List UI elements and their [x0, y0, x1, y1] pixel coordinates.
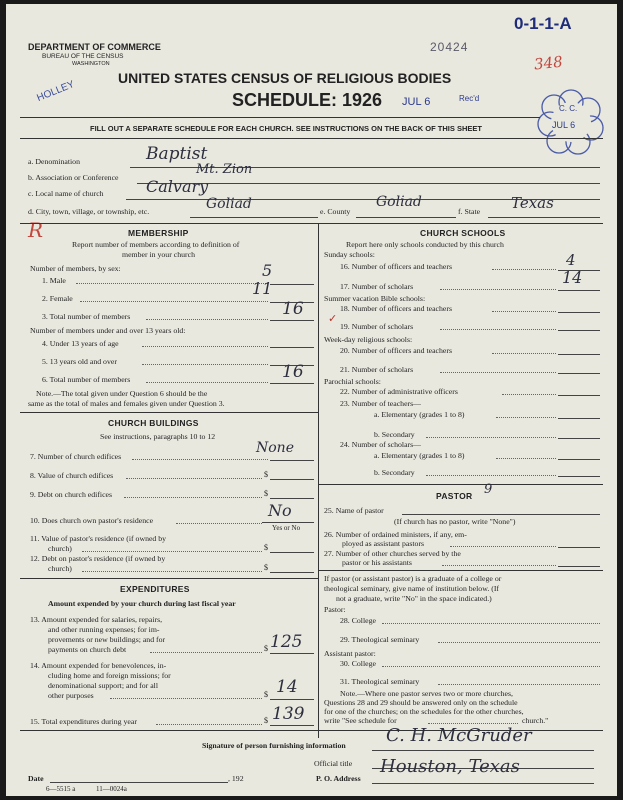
q6-value: 16	[282, 362, 304, 382]
q19-label: 19. Number of scholars	[340, 322, 414, 331]
q23a-leader	[496, 417, 556, 418]
q26-line	[558, 547, 600, 548]
q3-label: 3. Total number of members	[42, 312, 131, 321]
q16-value: 4	[566, 251, 576, 269]
yes-no-caption: Yes or No	[272, 524, 301, 532]
pastor-note-1: Note.—Where one pastor serves two or more churches,	[340, 689, 513, 698]
q14-label-2: cluding home and foreign missions; for	[48, 671, 171, 680]
q23a-label: a. Elementary (grades 1 to 8)	[374, 410, 465, 419]
official-title-label: Official title	[314, 759, 353, 768]
q15-value: 139	[272, 704, 305, 724]
section-top-rule	[20, 223, 603, 224]
red-number: 348	[533, 52, 564, 74]
q29-label: 29. Theological seminary	[340, 635, 420, 644]
q13-line	[270, 653, 314, 654]
schools-intro: Report here only schools conducted by this church	[346, 240, 504, 249]
q30-label: 30. College	[340, 659, 376, 668]
q10-value: No	[268, 501, 292, 520]
q31-leader	[438, 684, 600, 685]
q8-dollar: $	[264, 470, 268, 479]
pastor-title-mark: 9	[484, 482, 493, 497]
q13-label-1: 13. Amount expended for salaries, repairs,	[30, 615, 163, 624]
q23b-leader	[426, 437, 556, 438]
q7-leader	[132, 459, 268, 460]
pastor-note-leader	[428, 723, 518, 724]
membership-title: MEMBERSHIP	[128, 228, 189, 238]
q17-value: 14	[562, 268, 583, 287]
q25-line	[402, 514, 600, 515]
pastor-note-5: church."	[522, 716, 549, 725]
q26-leader	[450, 546, 556, 547]
q13-label-2: and other running expenses; for im-	[48, 625, 160, 634]
schools-title: CHURCH SCHOOLS	[420, 228, 506, 238]
form-title: UNITED STATES CENSUS OF RELIGIOUS BODIES	[118, 70, 452, 86]
q9-line	[270, 498, 314, 499]
q3-value: 16	[282, 299, 304, 319]
q26-label-1: 26. Number of ordained ministers, if any, em-	[324, 530, 467, 539]
pastor-note-4: write "See schedule for	[324, 716, 397, 725]
q27-label-1: 27. Number of other churches served by the	[324, 549, 461, 558]
membership-note-1: Note.—The total given under Question 6 should be the	[36, 389, 208, 398]
buildings-intro: See instructions, paragraphs 10 to 12	[100, 432, 216, 441]
q3-line	[270, 320, 314, 321]
round-stamp-date: JUL 6	[552, 120, 576, 130]
received-abbr: Rec'd	[459, 94, 480, 103]
pastor-subheader: Pastor:	[324, 605, 346, 614]
date-label: Date	[28, 774, 44, 783]
dept-name: DEPARTMENT OF COMMERCE	[28, 42, 161, 52]
q30-leader	[382, 666, 600, 667]
q2-leader	[80, 301, 268, 302]
q23b-label: b. Secondary	[374, 430, 415, 439]
q12-line	[270, 572, 314, 573]
county-value: Goliad	[376, 194, 422, 210]
expenditures-title: EXPENDITURES	[120, 584, 190, 594]
q18-leader	[492, 311, 556, 312]
q16-leader	[492, 269, 556, 270]
number-stamp: 20424	[430, 40, 469, 54]
q14-label-3: denominational support; and for all	[48, 681, 158, 690]
q20-label: 20. Number of officers and teachers	[340, 346, 453, 355]
q6-label: 6. Total number of members	[42, 375, 131, 384]
header-rule-bottom	[20, 138, 603, 139]
q17-line	[558, 290, 600, 291]
q27-label-2: pastor or his assistants	[342, 558, 412, 567]
q7-value: None	[256, 440, 294, 456]
q17-label: 17. Number of scholars	[340, 282, 414, 291]
graduate-note-1: If pastor (or assistant pastor) is a graduate of a college or	[324, 574, 502, 583]
q17-leader	[440, 289, 556, 290]
bureau-city: WASHINGTON	[72, 61, 110, 67]
q5-label: 5. 13 years old and over	[42, 357, 117, 366]
state-label: f. State	[458, 207, 481, 216]
q13-leader	[150, 652, 262, 653]
graduate-note-2: theological seminary, give name of institution below. (If	[324, 584, 500, 593]
q1-line	[270, 284, 314, 285]
signature-line	[372, 750, 594, 751]
q31-label: 31. Theological seminary	[340, 677, 420, 686]
q7-line	[270, 460, 314, 461]
po-address-line	[372, 783, 594, 784]
summer-header: Summer vacation Bible schools:	[324, 294, 426, 303]
q6-line	[270, 383, 314, 384]
q7-label: 7. Number of church edifices	[30, 452, 122, 461]
q18-line	[558, 312, 600, 313]
q10-leader	[176, 523, 262, 524]
holley-stamp: HOLLEY	[35, 79, 77, 104]
q13-dollar: $	[264, 644, 268, 653]
code-stamp: 0-1-1-A	[514, 14, 572, 33]
column-divider	[318, 223, 319, 738]
q22-line	[558, 395, 600, 396]
buildings-bottom-rule	[20, 578, 318, 579]
denomination-value: Baptist	[146, 144, 208, 164]
q26-label-2: ployed as assistant pastors	[342, 539, 425, 548]
q15-line	[270, 725, 314, 726]
membership-bottom-rule	[20, 412, 318, 413]
instructions-line: FILL OUT A SEPARATE SCHEDULE FOR EACH CHURCH. SEE INSTRUCTIONS ON THE BACK OF THIS SHEET	[90, 124, 482, 133]
q1-leader	[76, 283, 268, 284]
form-number: 6—5515 a	[46, 785, 76, 793]
membership-intro-2: member in your church	[122, 250, 195, 259]
q10-line	[262, 522, 314, 523]
graduate-note-3: not a graduate, write "No" in the space indicated.)	[336, 594, 492, 603]
q1-label: 1. Male	[42, 276, 66, 285]
bureau-name: BUREAU OF THE CENSUS	[42, 53, 124, 60]
q16-label: 16. Number of officers and teachers	[340, 262, 453, 271]
q20-line	[558, 354, 600, 355]
schools-bottom-rule	[318, 484, 603, 485]
pastor-note-2: Questions 28 and 29 should be answered only on the schedule	[324, 698, 518, 707]
margin-r-mark: R	[28, 218, 44, 242]
q10-label: 10. Does church own pastor's residence	[30, 516, 154, 525]
q24-label: 24. Number of scholars—	[340, 440, 421, 449]
q14-dollar: $	[264, 690, 268, 699]
q22-leader	[502, 394, 556, 395]
q15-label: 15. Total expenditures during year	[30, 717, 137, 726]
by-sex-header: Number of members, by sex:	[30, 264, 121, 273]
q23-label: 23. Number of teachers—	[340, 399, 421, 408]
q23a-line	[558, 418, 600, 419]
association-value: Mt. Zion	[196, 162, 253, 177]
q11-label-2: church)	[48, 544, 72, 553]
q8-label: 8. Value of church edifices	[30, 471, 114, 480]
q20-leader	[492, 353, 556, 354]
q15-dollar: $	[264, 716, 268, 725]
q12-dollar: $	[264, 563, 268, 572]
q4-line	[270, 347, 314, 348]
q12-leader	[82, 571, 262, 572]
q9-dollar: $	[264, 489, 268, 498]
q24a-leader	[496, 458, 556, 459]
q5-leader	[142, 364, 268, 365]
q22-label: 22. Number of administrative officers	[340, 387, 458, 396]
po-address-label: P. O. Address	[316, 774, 361, 783]
local-name-label: c. Local name of church	[28, 189, 104, 198]
round-stamp-cc: C. C.	[559, 104, 578, 113]
sunday-header: Sunday schools:	[324, 250, 375, 259]
q11-line	[270, 552, 314, 553]
q19-leader	[440, 329, 556, 330]
q13-value: 125	[270, 632, 303, 652]
q19-line	[558, 330, 600, 331]
q24b-label: b. Secondary	[374, 468, 415, 477]
county-line	[356, 217, 456, 218]
pastor-title: PASTOR	[436, 491, 473, 501]
q14-label-4: other purposes	[48, 691, 94, 700]
q24a-label: a. Elementary (grades 1 to 8)	[374, 451, 465, 460]
q12-label-2: church)	[48, 564, 72, 573]
signature-label: Signature of person furnishing information	[202, 741, 346, 750]
date-year: , 192	[228, 774, 244, 783]
header-rule-top	[20, 117, 540, 118]
q21-line	[558, 373, 600, 374]
q1-value: 5	[262, 261, 273, 280]
q11-dollar: $	[264, 543, 268, 552]
q12-label-1: 12. Debt on pastor's residence (if owned by	[30, 554, 166, 563]
print-number: 11—0024a	[96, 785, 127, 793]
buildings-title: CHURCH BUILDINGS	[108, 418, 199, 428]
q9-label: 9. Debt on church edifices	[30, 490, 113, 499]
pastor-mid-rule	[318, 570, 603, 571]
pastor-note-3: for one of the churches; on the schedules for the other churches,	[324, 707, 524, 716]
q24b-line	[558, 476, 600, 477]
age-header: Number of members under and over 13 years old:	[30, 326, 186, 335]
city-label: d. City, town, village, or township, etc.	[28, 207, 150, 216]
parochial-header: Parochial schools:	[324, 377, 381, 386]
denomination-label: a. Denomination	[28, 157, 80, 166]
q18-label: 18. Number of officers and teachers	[340, 304, 453, 313]
membership-intro-1: Report number of members according to definition of	[72, 240, 240, 249]
checkmark-icon: ✓	[328, 313, 338, 325]
q14-leader	[110, 698, 262, 699]
q27-leader	[442, 565, 556, 566]
county-label: e. County	[320, 207, 351, 216]
expenditures-intro: Amount expended by your church during last fiscal year	[48, 599, 236, 608]
q13-label-3: provements or new buildings; and for	[48, 635, 166, 644]
q15-leader	[156, 724, 262, 725]
membership-note-2: same as the total of males and females given under Question 3.	[28, 399, 225, 408]
q6-leader	[146, 382, 268, 383]
q14-value: 14	[276, 677, 298, 697]
date-line	[50, 782, 228, 783]
q25-note: (If church has no pastor, write "None")	[394, 517, 516, 526]
city-line	[190, 217, 318, 218]
received-round-stamp	[537, 88, 605, 156]
state-value: Texas	[511, 194, 554, 212]
q11-label-1: 11. Value of pastor's residence (if owned by	[30, 534, 167, 543]
q3-leader	[146, 319, 268, 320]
q24b-leader	[426, 475, 556, 476]
q25-label: 25. Name of pastor	[324, 506, 384, 515]
q28-label: 28. College	[340, 616, 376, 625]
q27-line	[558, 566, 600, 567]
schedule-title: SCHEDULE: 1926	[232, 90, 383, 110]
local-name-value: Calvary	[146, 177, 209, 196]
weekday-header: Week-day religious schools:	[324, 335, 413, 344]
q2-label: 2. Female	[42, 294, 73, 303]
q2-value: 11	[252, 279, 273, 298]
q4-label: 4. Under 13 years of age	[42, 339, 119, 348]
q4-leader	[142, 346, 268, 347]
q21-leader	[440, 372, 556, 373]
q14-line	[270, 699, 314, 700]
q21-label: 21. Number of scholars	[340, 365, 414, 374]
q8-line	[270, 479, 314, 480]
po-address-value: Houston, Texas	[380, 756, 520, 777]
city-value: Goliad	[206, 196, 252, 212]
q28-leader	[382, 623, 600, 624]
q23b-line	[558, 438, 600, 439]
received-date-stamp: JUL 6	[402, 96, 431, 108]
q11-leader	[82, 551, 262, 552]
q24a-line	[558, 459, 600, 460]
q9-leader	[124, 497, 262, 498]
signature-value: C. H. McGruder	[386, 725, 532, 746]
q13-label-4: payments on church debt	[48, 645, 127, 654]
q29-leader	[438, 642, 600, 643]
association-label: b. Association or Conference	[28, 173, 119, 182]
q14-label-1: 14. Amount expended for benevolences, in-	[30, 661, 167, 670]
asst-subheader: Assistant pastor:	[324, 649, 376, 658]
state-line	[488, 217, 600, 218]
census-schedule-sheet	[6, 4, 617, 796]
q8-leader	[126, 478, 262, 479]
